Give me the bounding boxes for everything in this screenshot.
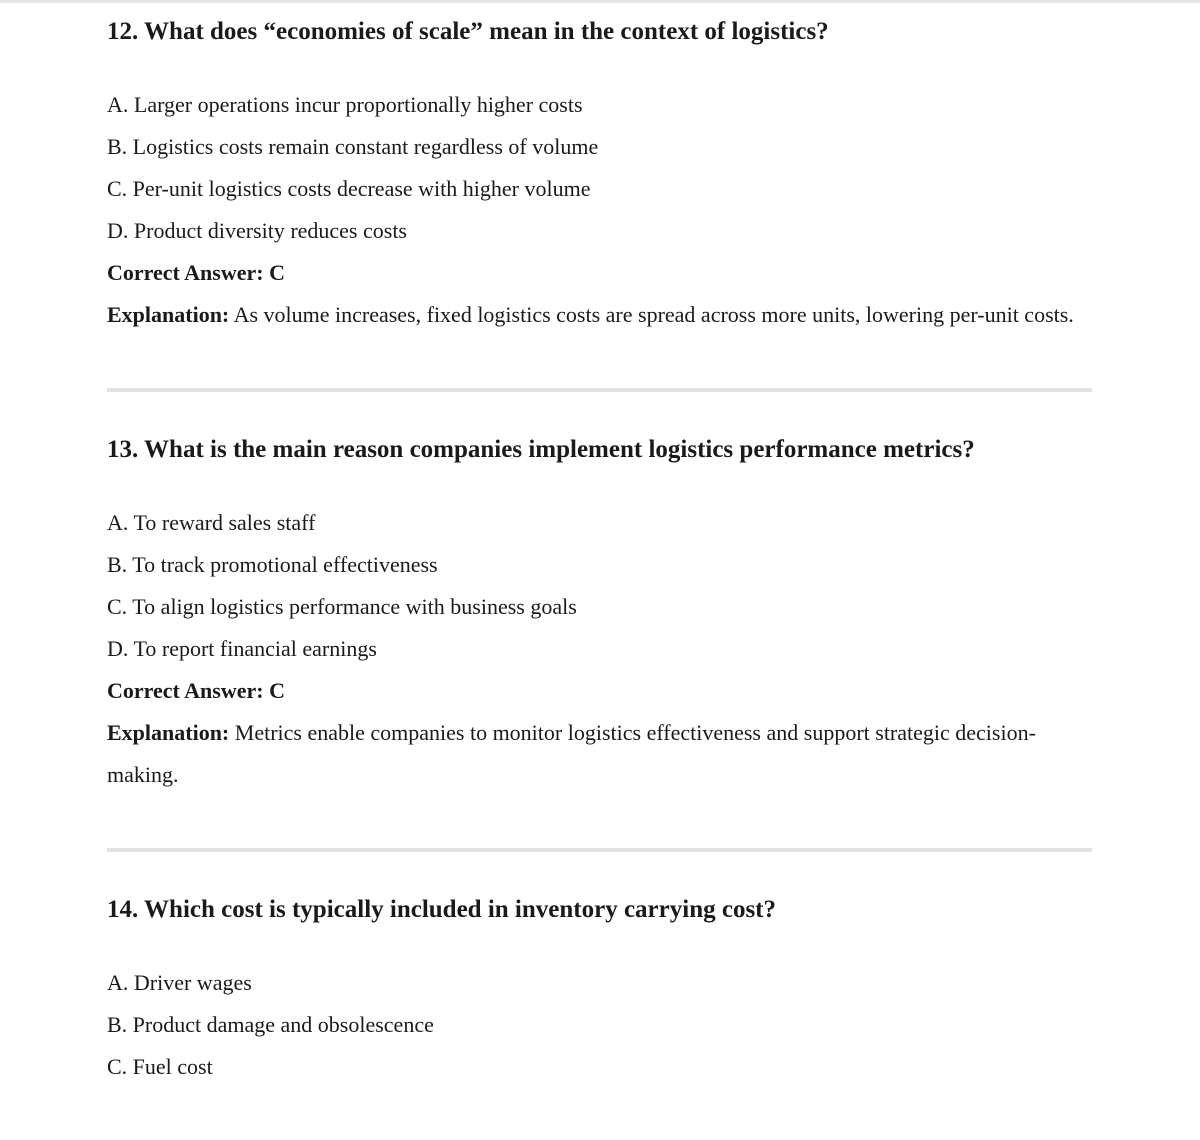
option-d: D. To report financial earnings xyxy=(107,636,377,661)
option-c: C. Per-unit logistics costs decrease with higher volume xyxy=(107,176,591,201)
option-b: B. Product damage and obsolescence xyxy=(107,1012,434,1037)
question-title: 12. What does “economies of scale” mean in the context of logistics? xyxy=(107,18,829,45)
explanation xyxy=(107,294,1092,336)
page-top-border xyxy=(0,0,1200,3)
correct-answer-value: C xyxy=(269,260,285,285)
question-title: 14. Which cost is typically included in inventory carrying cost? xyxy=(107,896,776,923)
option-d: D. Product diversity reduces costs xyxy=(107,218,407,243)
correct-answer xyxy=(107,252,1092,294)
option-a: A. Larger operations incur proportionally higher costs xyxy=(107,92,583,117)
option-b: B. Logistics costs remain constant regardless of volume xyxy=(107,134,599,159)
explanation-label: Explanation: xyxy=(107,720,230,745)
section-divider xyxy=(107,848,1092,852)
option-c: C. To align logistics performance with business goals xyxy=(107,594,577,619)
question-title: 13. What is the main reason companies implement logistics performance metrics? xyxy=(107,436,975,463)
correct-answer xyxy=(107,670,1092,712)
explanation-label: Explanation: xyxy=(107,302,230,327)
question-12 xyxy=(107,14,1092,336)
explanation xyxy=(107,712,1092,796)
explanation-text: As volume increases, fixed logistics costs are spread across more units, lowering per-unit costs. xyxy=(233,302,1074,327)
question-13 xyxy=(107,432,1092,796)
option-c: C. Fuel cost xyxy=(107,1054,213,1079)
section-divider xyxy=(107,388,1092,392)
correct-answer-label: Correct Answer: xyxy=(107,260,264,285)
explanation-text: Metrics enable companies to monitor logistics effectiveness and support strategic decision-making. xyxy=(107,720,1036,787)
document-content xyxy=(107,14,1092,1088)
correct-answer-label: Correct Answer: xyxy=(107,678,264,703)
option-a: A. Driver wages xyxy=(107,970,252,995)
correct-answer-value: C xyxy=(269,678,285,703)
question-14 xyxy=(107,892,1092,1088)
option-b: B. To track promotional effectiveness xyxy=(107,552,438,577)
option-a: A. To reward sales staff xyxy=(107,510,316,535)
